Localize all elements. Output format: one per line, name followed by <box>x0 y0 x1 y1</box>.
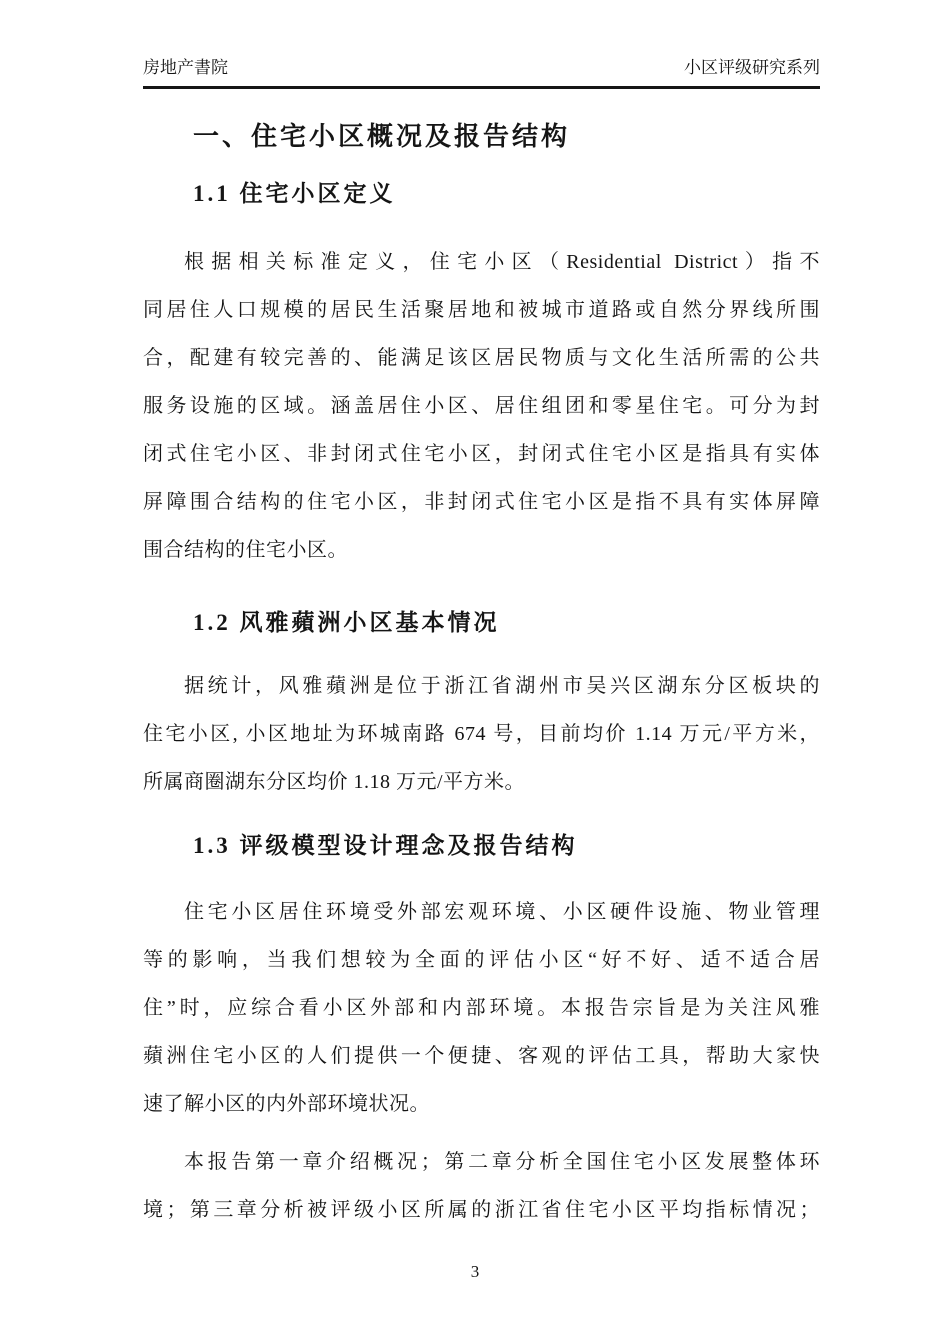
section-heading-1-1: 1.1 住宅小区定义 <box>193 181 396 206</box>
paragraph-report-structure <box>143 1138 820 1234</box>
header-left-text: 房地产書院 <box>143 58 228 77</box>
text-line: 闭式住宅小区、非封闭式住宅小区，封闭式住宅小区是指具有实体 <box>143 443 820 465</box>
text-line: 本报告第一章介绍概况；第二章分析全国住宅小区发展整体环 <box>184 1151 820 1173</box>
text-line: 速了解小区的内外部环境状况。 <box>143 1093 430 1115</box>
text-line: 服务设施的区域。涵盖居住小区、居住组团和零星住宅。可分为封 <box>143 395 820 417</box>
page-header <box>143 57 820 89</box>
header-right-text: 小区评级研究系列 <box>684 58 820 77</box>
paragraph-community-basics <box>143 662 820 806</box>
text-line: 住宅小区, 小区地址为环城南路 674 号，目前均价 1.14 万元/平方米， <box>143 723 820 745</box>
paragraph-model-concept <box>143 888 820 1128</box>
section-heading-1-2: 1.2 风雅蘋洲小区基本情况 <box>193 610 500 635</box>
text-line: 同居住人口规模的居民生活聚居地和被城市道路或自然分界线所围 <box>143 299 820 321</box>
text-line: 等的影响，当我们想较为全面的评估小区“好不好、适不适合居 <box>143 949 820 971</box>
text-line: 根据相关标准定义，住宅小区（Residential District）指不 <box>184 251 820 273</box>
text-line: 合，配建有较完善的、能满足该区居民物质与文化生活所需的公共 <box>143 347 820 369</box>
text-line: 据统计，风雅蘋洲是位于浙江省湖州市吴兴区湖东分区板块的 <box>184 675 820 697</box>
page-number: 3 <box>470 1262 480 1281</box>
text-line: 住”时，应综合看小区外部和内部环境。本报告宗旨是为关注风雅 <box>143 997 820 1019</box>
text-line: 蘋洲住宅小区的人们提供一个便捷、客观的评估工具，帮助大家快 <box>143 1045 820 1067</box>
document-title: 一、住宅小区概况及报告结构 <box>193 122 571 151</box>
text-line: 所属商圈湖东分区均价 1.18 万元/平方米。 <box>143 771 526 793</box>
text-line: 围合结构的住宅小区。 <box>143 539 348 561</box>
section-heading-1-3: 1.3 评级模型设计理念及报告结构 <box>193 833 578 858</box>
text-line: 境；第三章分析被评级小区所属的浙江省住宅小区平均指标情况； <box>143 1199 820 1221</box>
text-line: 屏障围合结构的住宅小区，非封闭式住宅小区是指不具有实体屏障 <box>143 491 820 513</box>
paragraph-definition <box>143 238 820 574</box>
text-line: 住宅小区居住环境受外部宏观环境、小区硬件设施、物业管理 <box>184 901 820 923</box>
